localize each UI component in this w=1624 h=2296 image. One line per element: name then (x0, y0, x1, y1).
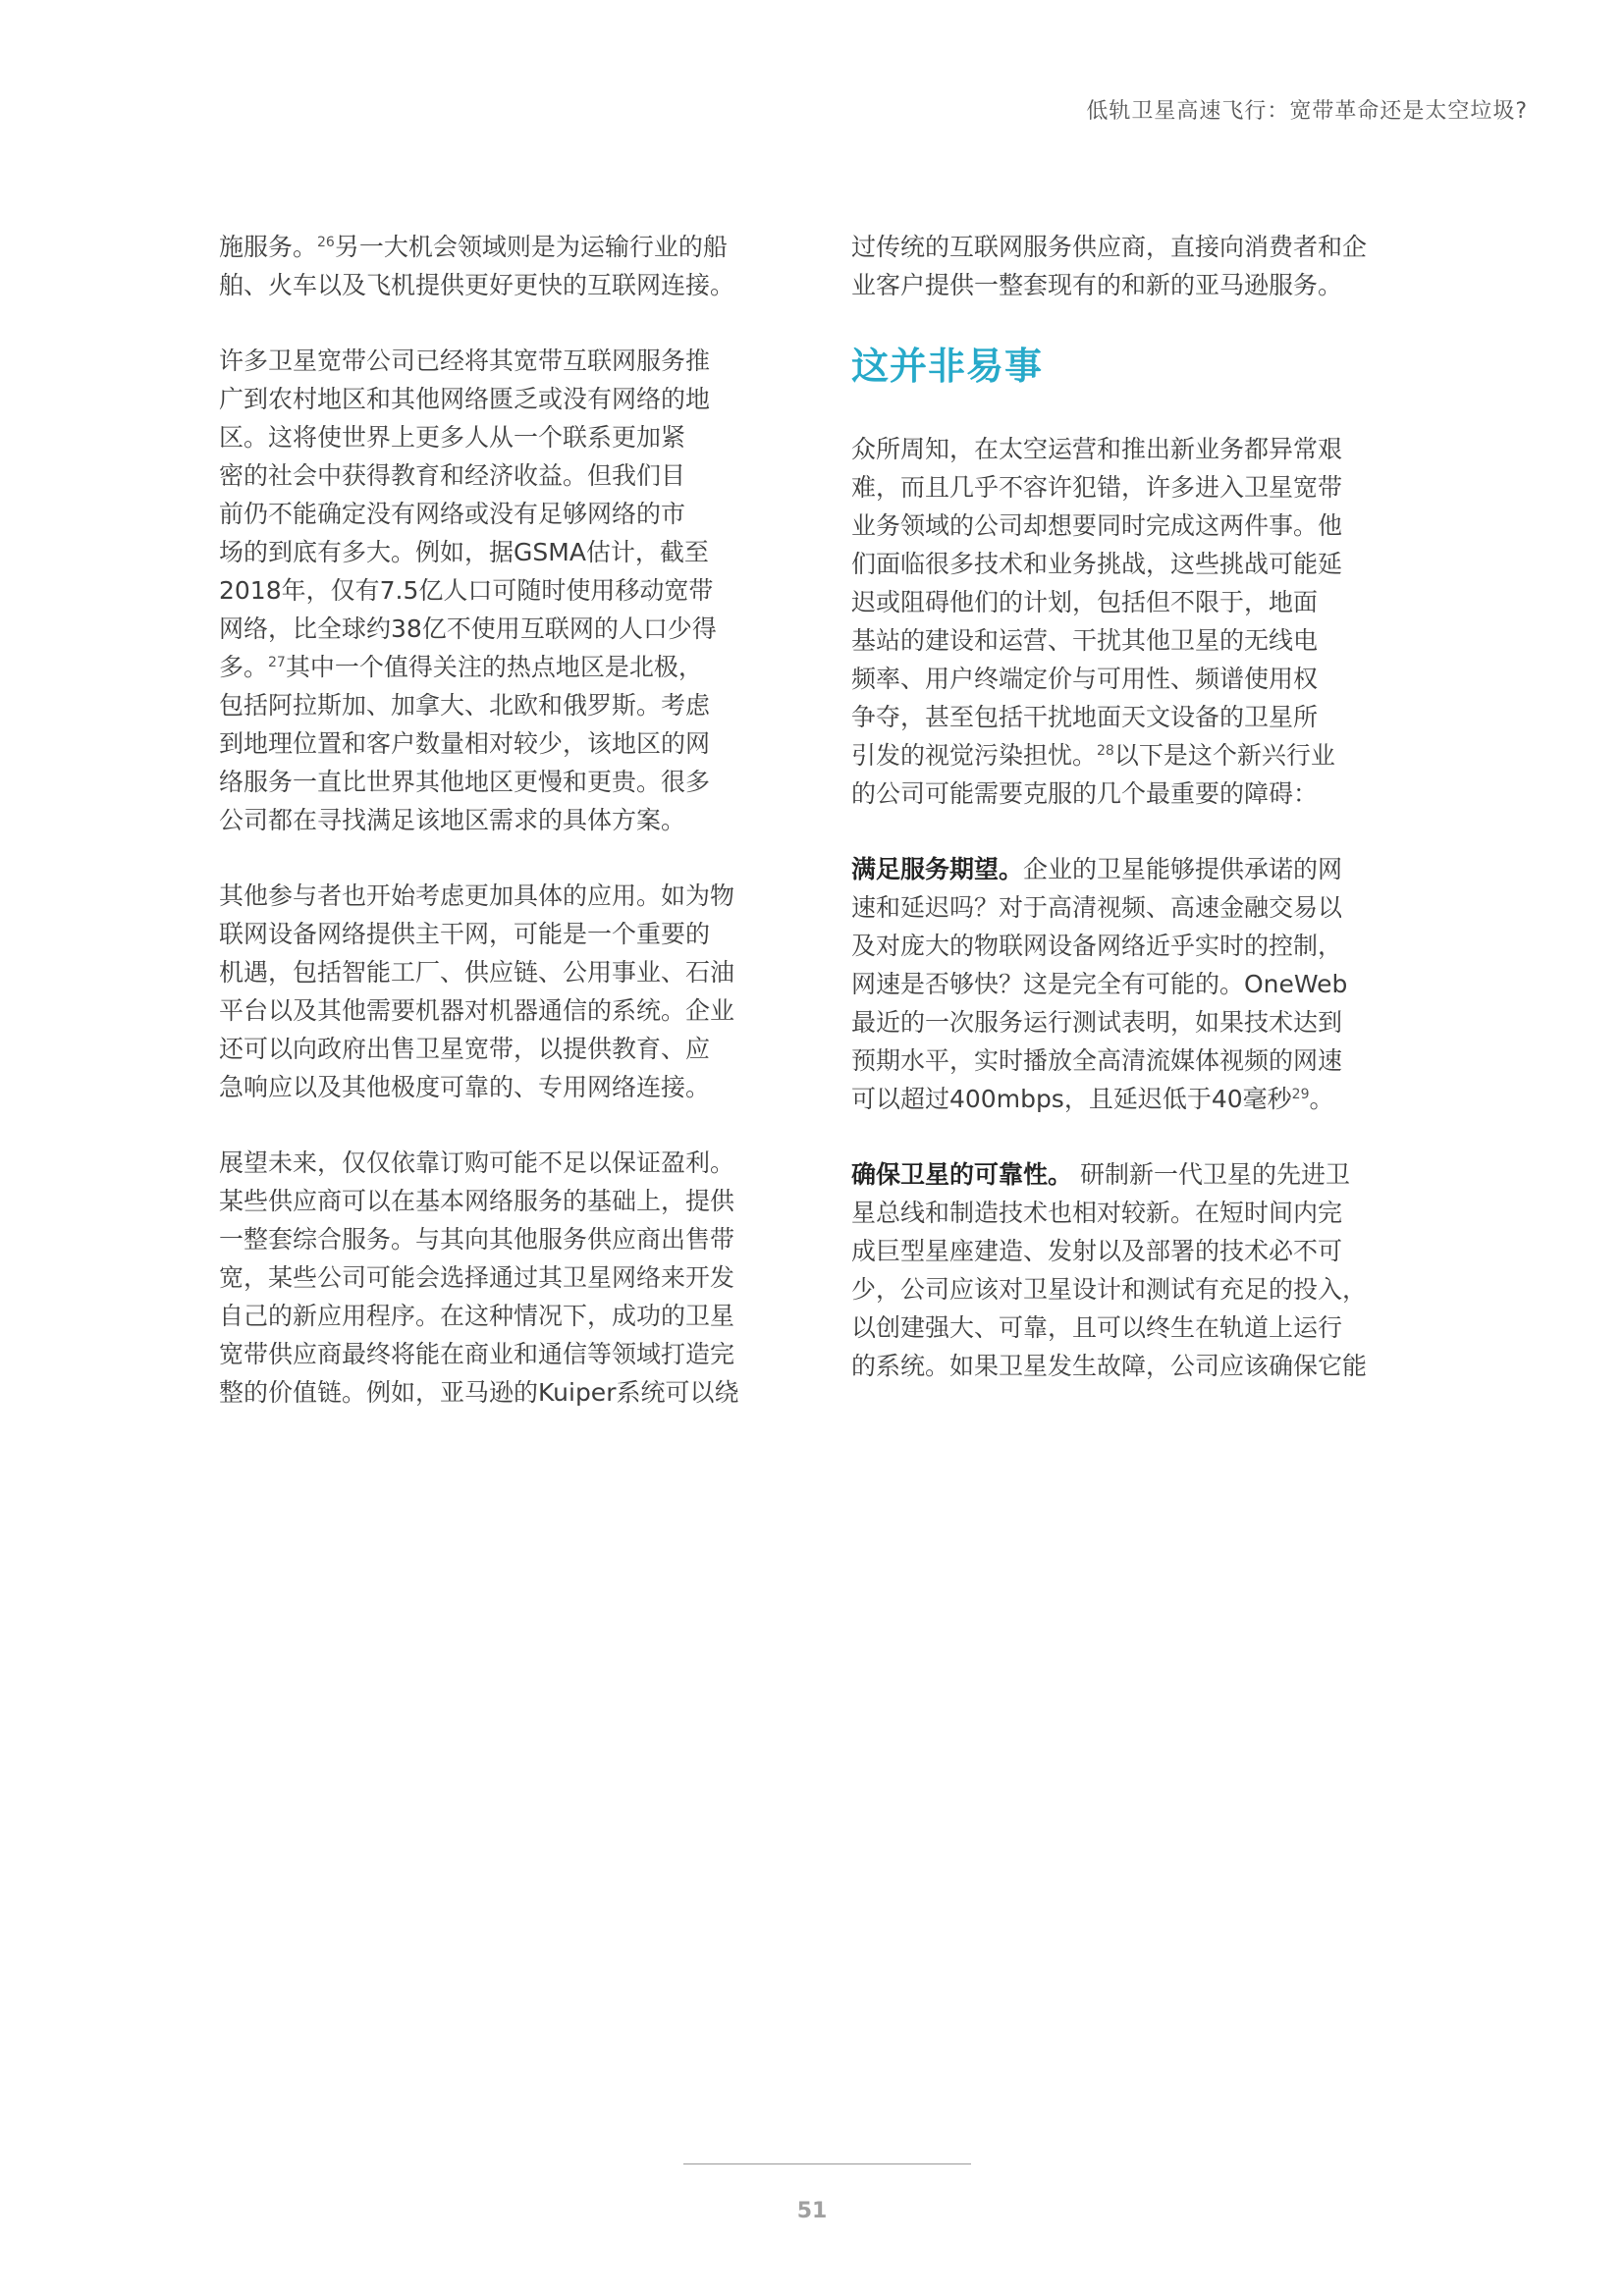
text-line: 网速是否够快？这是完全有可能的。OneWeb (851, 970, 1348, 998)
text-run: 。 (1309, 1085, 1334, 1113)
text-run: 其中一个值得关注的热点地区是北极， (285, 653, 703, 681)
text-line (851, 1155, 1401, 1194)
lead-in-bold: 确保卫星的可靠性。 (851, 1160, 1073, 1189)
text-line: 的公司可能需要克服的几个最重要的障碍： (851, 779, 1319, 808)
text-line: 网络，比全球约38亿不使用互联网的人口少得 (219, 614, 717, 643)
lead-in-bold: 满足服务期望。 (851, 855, 1024, 883)
text-line: 最近的一次服务运行测试表明，如果技术达到 (851, 1008, 1343, 1037)
text-run: 引发的视觉污染担忧。 (851, 741, 1098, 770)
running-header: 低轨卫星高速飞行：宽带革命还是太空垃圾? (1086, 99, 1528, 124)
text-line: 众所周知，在太空运营和推出新业务都异常艰 (851, 435, 1343, 463)
text-line (219, 228, 769, 266)
section-heading: 这并非易事 (851, 345, 1044, 388)
text-line: 星总线和制造技术也相对较新。在短时间内完 (851, 1199, 1343, 1227)
paragraph-satellite-reliability (851, 1155, 1401, 1385)
left-column (219, 228, 769, 1449)
text-line: 们面临很多技术和业务挑战，这些挑战可能延 (851, 550, 1343, 578)
text-run: 研制新一代卫星的先进卫 (1072, 1160, 1350, 1189)
text-line: 过传统的互联网服务供应商，直接向消费者和企 (851, 233, 1368, 261)
text-line: 区。这将使世界上更多人从一个联系更加紧 (219, 423, 686, 452)
page-number: 51 (796, 2199, 828, 2223)
paragraph-rural-broadband (219, 342, 769, 839)
text-line: 展望未来，仅仅依靠订购可能不足以保证盈利。 (219, 1148, 735, 1177)
text-line: 成巨型星座建造、发射以及部署的技术必不可 (851, 1237, 1343, 1265)
text-line: 包括阿拉斯加、加拿大、北欧和俄罗斯。考虑 (219, 691, 711, 720)
text-run: 企业的卫星能够提供承诺的网 (1023, 855, 1343, 883)
text-line (851, 850, 1401, 888)
text-line: 基站的建设和运营、干扰其他卫星的无线电 (851, 626, 1319, 655)
text-line: 到地理位置和客户数量相对较少，该地区的网 (219, 729, 711, 758)
footnote-ref-29: 29 (1291, 1087, 1310, 1102)
text-line: 自己的新应用程序。在这种情况下，成功的卫星 (219, 1302, 735, 1330)
paragraph-transport-connectivity (219, 228, 769, 304)
text-line: 许多卫星宽带公司已经将其宽带互联网服务推 (219, 347, 711, 375)
text-line: 迟或阻碍他们的计划，包括但不限于，地面 (851, 588, 1319, 616)
text-line (219, 648, 769, 686)
text-line: 其他参与者也开始考虑更加具体的应用。如为物 (219, 881, 735, 910)
footnote-ref-27: 27 (268, 655, 286, 670)
text-line: 络服务一直比世界其他地区更慢和更贵。很多 (219, 768, 711, 796)
text-line: 宽，某些公司可能会选择通过其卫星网络来开发 (219, 1263, 735, 1292)
text-line: 及对庞大的物联网设备网络近乎实时的控制， (851, 932, 1343, 960)
text-line: 业务领域的公司却想要同时完成这两件事。他 (851, 511, 1343, 540)
text-line: 密的社会中获得教育和经济收益。但我们目 (219, 461, 686, 490)
text-run: 施服务。 (219, 233, 318, 261)
text-line: 广到农村地区和其他网络匮乏或没有网络的地 (219, 385, 711, 413)
text-line: 2018年，仅有7.5亿人口可随时使用移动宽带 (219, 576, 714, 605)
text-line: 宽带供应商最终将能在商业和通信等领域打造完 (219, 1340, 735, 1368)
text-line: 舶、火车以及飞机提供更好更快的互联网连接。 (219, 271, 735, 299)
text-line: 联网设备网络提供主干网，可能是一个重要的 (219, 920, 711, 948)
text-line: 频率、用户终端定价与可用性、频谱使用权 (851, 665, 1319, 693)
text-line: 公司都在寻找满足该地区需求的具体方案。 (219, 806, 686, 834)
text-line: 场的到底有多大。例如，据GSMA估计，截至 (219, 538, 709, 566)
text-run: 可以超过400mbps，且延迟低于40毫秒 (851, 1085, 1292, 1113)
paragraph-amazon-services (851, 228, 1401, 304)
paragraph-iot-applications (219, 877, 769, 1106)
text-line: 难，而且几乎不容许犯错，许多进入卫星宽带 (851, 473, 1343, 502)
text-line: 一整套综合服务。与其向其他服务供应商出售带 (219, 1225, 735, 1254)
text-line: 整的价值链。例如，亚马逊的Kuiper系统可以绕 (219, 1378, 739, 1407)
text-line: 前仍不能确定没有网络或没有足够网络的市 (219, 500, 686, 528)
text-line: 某些供应商可以在基本网络服务的基础上，提供 (219, 1187, 735, 1215)
text-line: 的系统。如果卫星发生故障，公司应该确保它能 (851, 1352, 1368, 1380)
text-line: 机遇，包括智能工厂、供应链、公用事业、石油 (219, 958, 735, 987)
text-run: 另一大机会领域则是为运输行业的船 (334, 233, 728, 261)
paragraph-challenges (851, 430, 1401, 813)
footer-divider (683, 2163, 971, 2164)
text-line: 业客户提供一整套现有的和新的亚马逊服务。 (851, 271, 1343, 299)
text-line (851, 1080, 1401, 1118)
right-column (851, 228, 1401, 1422)
text-line: 急响应以及其他极度可靠的、专用网络连接。 (219, 1073, 711, 1101)
footnote-ref-26: 26 (317, 235, 335, 250)
paragraph-future-outlook (219, 1144, 769, 1412)
text-line: 争夺，甚至包括干扰地面天文设备的卫星所 (851, 703, 1319, 731)
text-line: 平台以及其他需要机器对机器通信的系统。企业 (219, 996, 735, 1025)
paragraph-service-expectations (851, 850, 1401, 1118)
text-line: 以创建强大、可靠，且可以终生在轨道上运行 (851, 1313, 1343, 1342)
footnote-ref-28: 28 (1097, 743, 1114, 759)
text-run: 多。 (219, 653, 269, 681)
text-line: 预期水平，实时播放全高清流媒体视频的网速 (851, 1046, 1343, 1075)
text-line: 速和延迟吗？对于高清视频、高速金融交易以 (851, 893, 1343, 922)
text-run: 以下是这个新兴行业 (1113, 741, 1335, 770)
text-line: 少，公司应该对卫星设计和测试有充足的投入， (851, 1275, 1368, 1304)
text-line: 还可以向政府出售卫星宽带，以提供教育、应 (219, 1035, 711, 1063)
text-line (851, 736, 1401, 774)
